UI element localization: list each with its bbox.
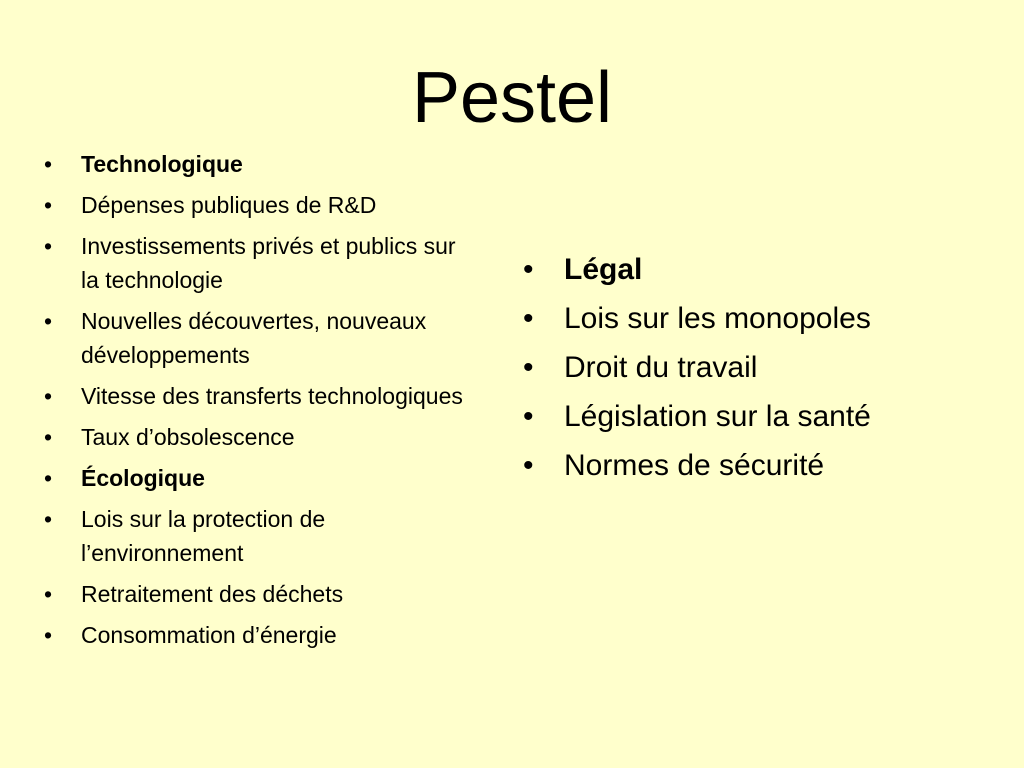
bullet: • [523,449,534,482]
list-item-text: Législation sur la santé [564,400,871,433]
left-bullet-list [44,147,464,659]
list-item-text: Normes de sécurité [564,449,825,482]
list-item-technologique [44,147,464,181]
list-item [523,446,1003,486]
list-item-text: Technologique [81,151,243,177]
list-item-legal [523,250,1003,290]
list-item-ecologique [44,461,464,495]
list-item [44,420,464,454]
list-item-text: Lois sur les monopoles [564,302,871,335]
bullet: • [44,233,53,259]
list-item-text: Dépenses publiques de R&D [81,192,377,218]
list-item [523,348,1003,388]
list-item-text: Légal [564,253,643,286]
list-item-text: Vitesse des transferts technologiques [81,383,463,409]
list-item-text: Nouvelles découvertes, nouveaux développements [81,308,427,368]
list-item-text: Taux d’obsolescence [81,424,295,450]
bullet: • [523,400,534,433]
bullet: • [44,465,53,491]
bullet: • [44,622,53,648]
list-item-text: Droit du travail [564,351,758,384]
bullet: • [44,581,53,607]
bullet: • [523,253,534,286]
bullet: • [44,308,53,334]
list-item [44,502,464,570]
list-item [523,299,1003,339]
bullet: • [44,192,53,218]
bullet: • [523,351,534,384]
bullet: • [44,383,53,409]
list-item-text: Investissements privés et publics sur la technologie [81,233,456,293]
list-item-text: Lois sur la protection de l’environnement [81,506,326,566]
list-item-text: Retraitement des déchets [81,581,344,607]
slide-title: Pestel [411,58,613,138]
list-item [44,304,464,372]
list-item [44,229,464,297]
bullet: • [44,151,53,177]
list-item [44,188,464,222]
list-item-text: Consommation d’énergie [81,622,337,648]
bullet: • [44,506,53,532]
list-item-text: Écologique [81,465,205,491]
list-item [44,577,464,611]
bullet: • [523,302,534,335]
bullet: • [44,424,53,450]
right-bullet-list [523,250,1003,495]
list-item [523,397,1003,437]
list-item [44,379,464,413]
list-item [44,618,464,652]
